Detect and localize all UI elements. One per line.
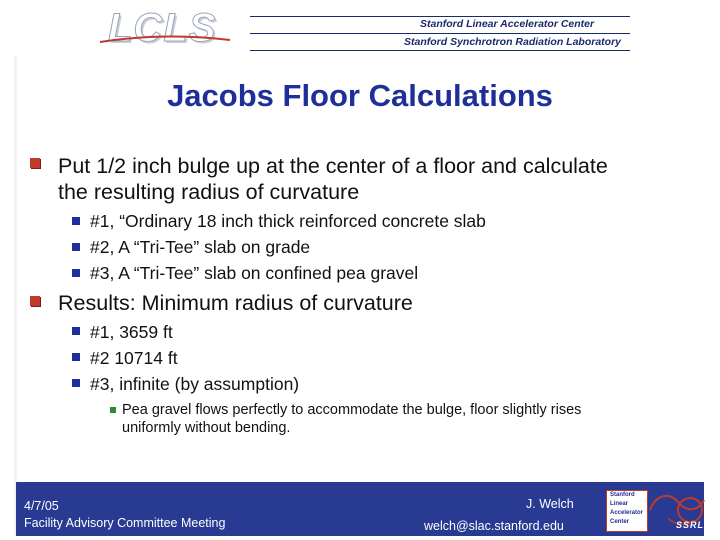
- lcls-logo: LCLS: [108, 6, 217, 50]
- footer-meeting: Facility Advisory Committee Meeting: [24, 516, 226, 530]
- header-rule-bottom: [250, 50, 630, 51]
- lcls-swoosh-icon: [100, 34, 230, 44]
- footer-bottom-edge: [0, 536, 720, 540]
- sub-sub-bullet-text-continued: uniformly without bending.: [122, 420, 291, 436]
- bullet-marker: [30, 296, 40, 306]
- sub-bullet-marker: [72, 379, 80, 387]
- bullet-text: Put 1/2 inch bulge up at the center of a floor and calculate: [58, 154, 608, 178]
- header-banner: [0, 0, 720, 56]
- slac-logo-line: Center: [610, 519, 630, 525]
- slac-logo-line: Stanford: [610, 492, 635, 498]
- sub-bullet-marker: [72, 269, 80, 277]
- footer-date: 4/7/05: [24, 499, 59, 513]
- org-name-ssrl: Stanford Synchrotron Radiation Laboratory: [404, 36, 622, 48]
- sub-bullet-text: #2 10714 ft: [90, 348, 178, 368]
- footer-email: welch@slac.stanford.edu: [424, 519, 564, 533]
- bullet-marker: [30, 158, 40, 168]
- sub-bullet-text: #3, infinite (by assumption): [90, 374, 300, 394]
- sub-bullet-text: #3, A “Tri-Tee” slab on confined pea gravel: [90, 263, 419, 283]
- sub-bullet-marker: [72, 243, 80, 251]
- header-rule-top: [250, 16, 630, 17]
- slide-title: Jacobs Floor Calculations: [167, 78, 553, 113]
- sub-sub-bullet-text: Pea gravel flows perfectly to accommodate the bulge, floor slightly rises: [122, 402, 582, 418]
- bullet-text: Results: Minimum radius of curvature: [58, 291, 413, 315]
- slac-logo-box: [606, 490, 648, 532]
- sub-bullet-text: #2, A “Tri-Tee” slab on grade: [90, 237, 311, 257]
- org-name-slac: Stanford Linear Accelerator Center: [420, 18, 595, 30]
- slac-logo-line: Linear: [610, 501, 629, 507]
- bullet-text-continued: the resulting radius of curvature: [58, 180, 360, 204]
- slac-logo: [606, 488, 710, 534]
- sub-bullet-marker: [72, 327, 80, 335]
- header-rule-middle: [250, 33, 630, 34]
- sub-bullet-marker: [72, 217, 80, 225]
- footer-author: J. Welch: [526, 497, 574, 511]
- slac-logo-line: Accelerator: [610, 510, 644, 516]
- sub-bullet-text: #1, “Ordinary 18 inch thick reinforced concrete slab: [90, 211, 486, 231]
- sub-bullet-marker: [72, 353, 80, 361]
- footer-bar: [16, 482, 704, 540]
- sub-sub-bullet-marker: [110, 407, 116, 413]
- sub-bullet-text: #1, 3659 ft: [90, 322, 173, 342]
- ssrl-logo-text: SSRL: [676, 520, 705, 530]
